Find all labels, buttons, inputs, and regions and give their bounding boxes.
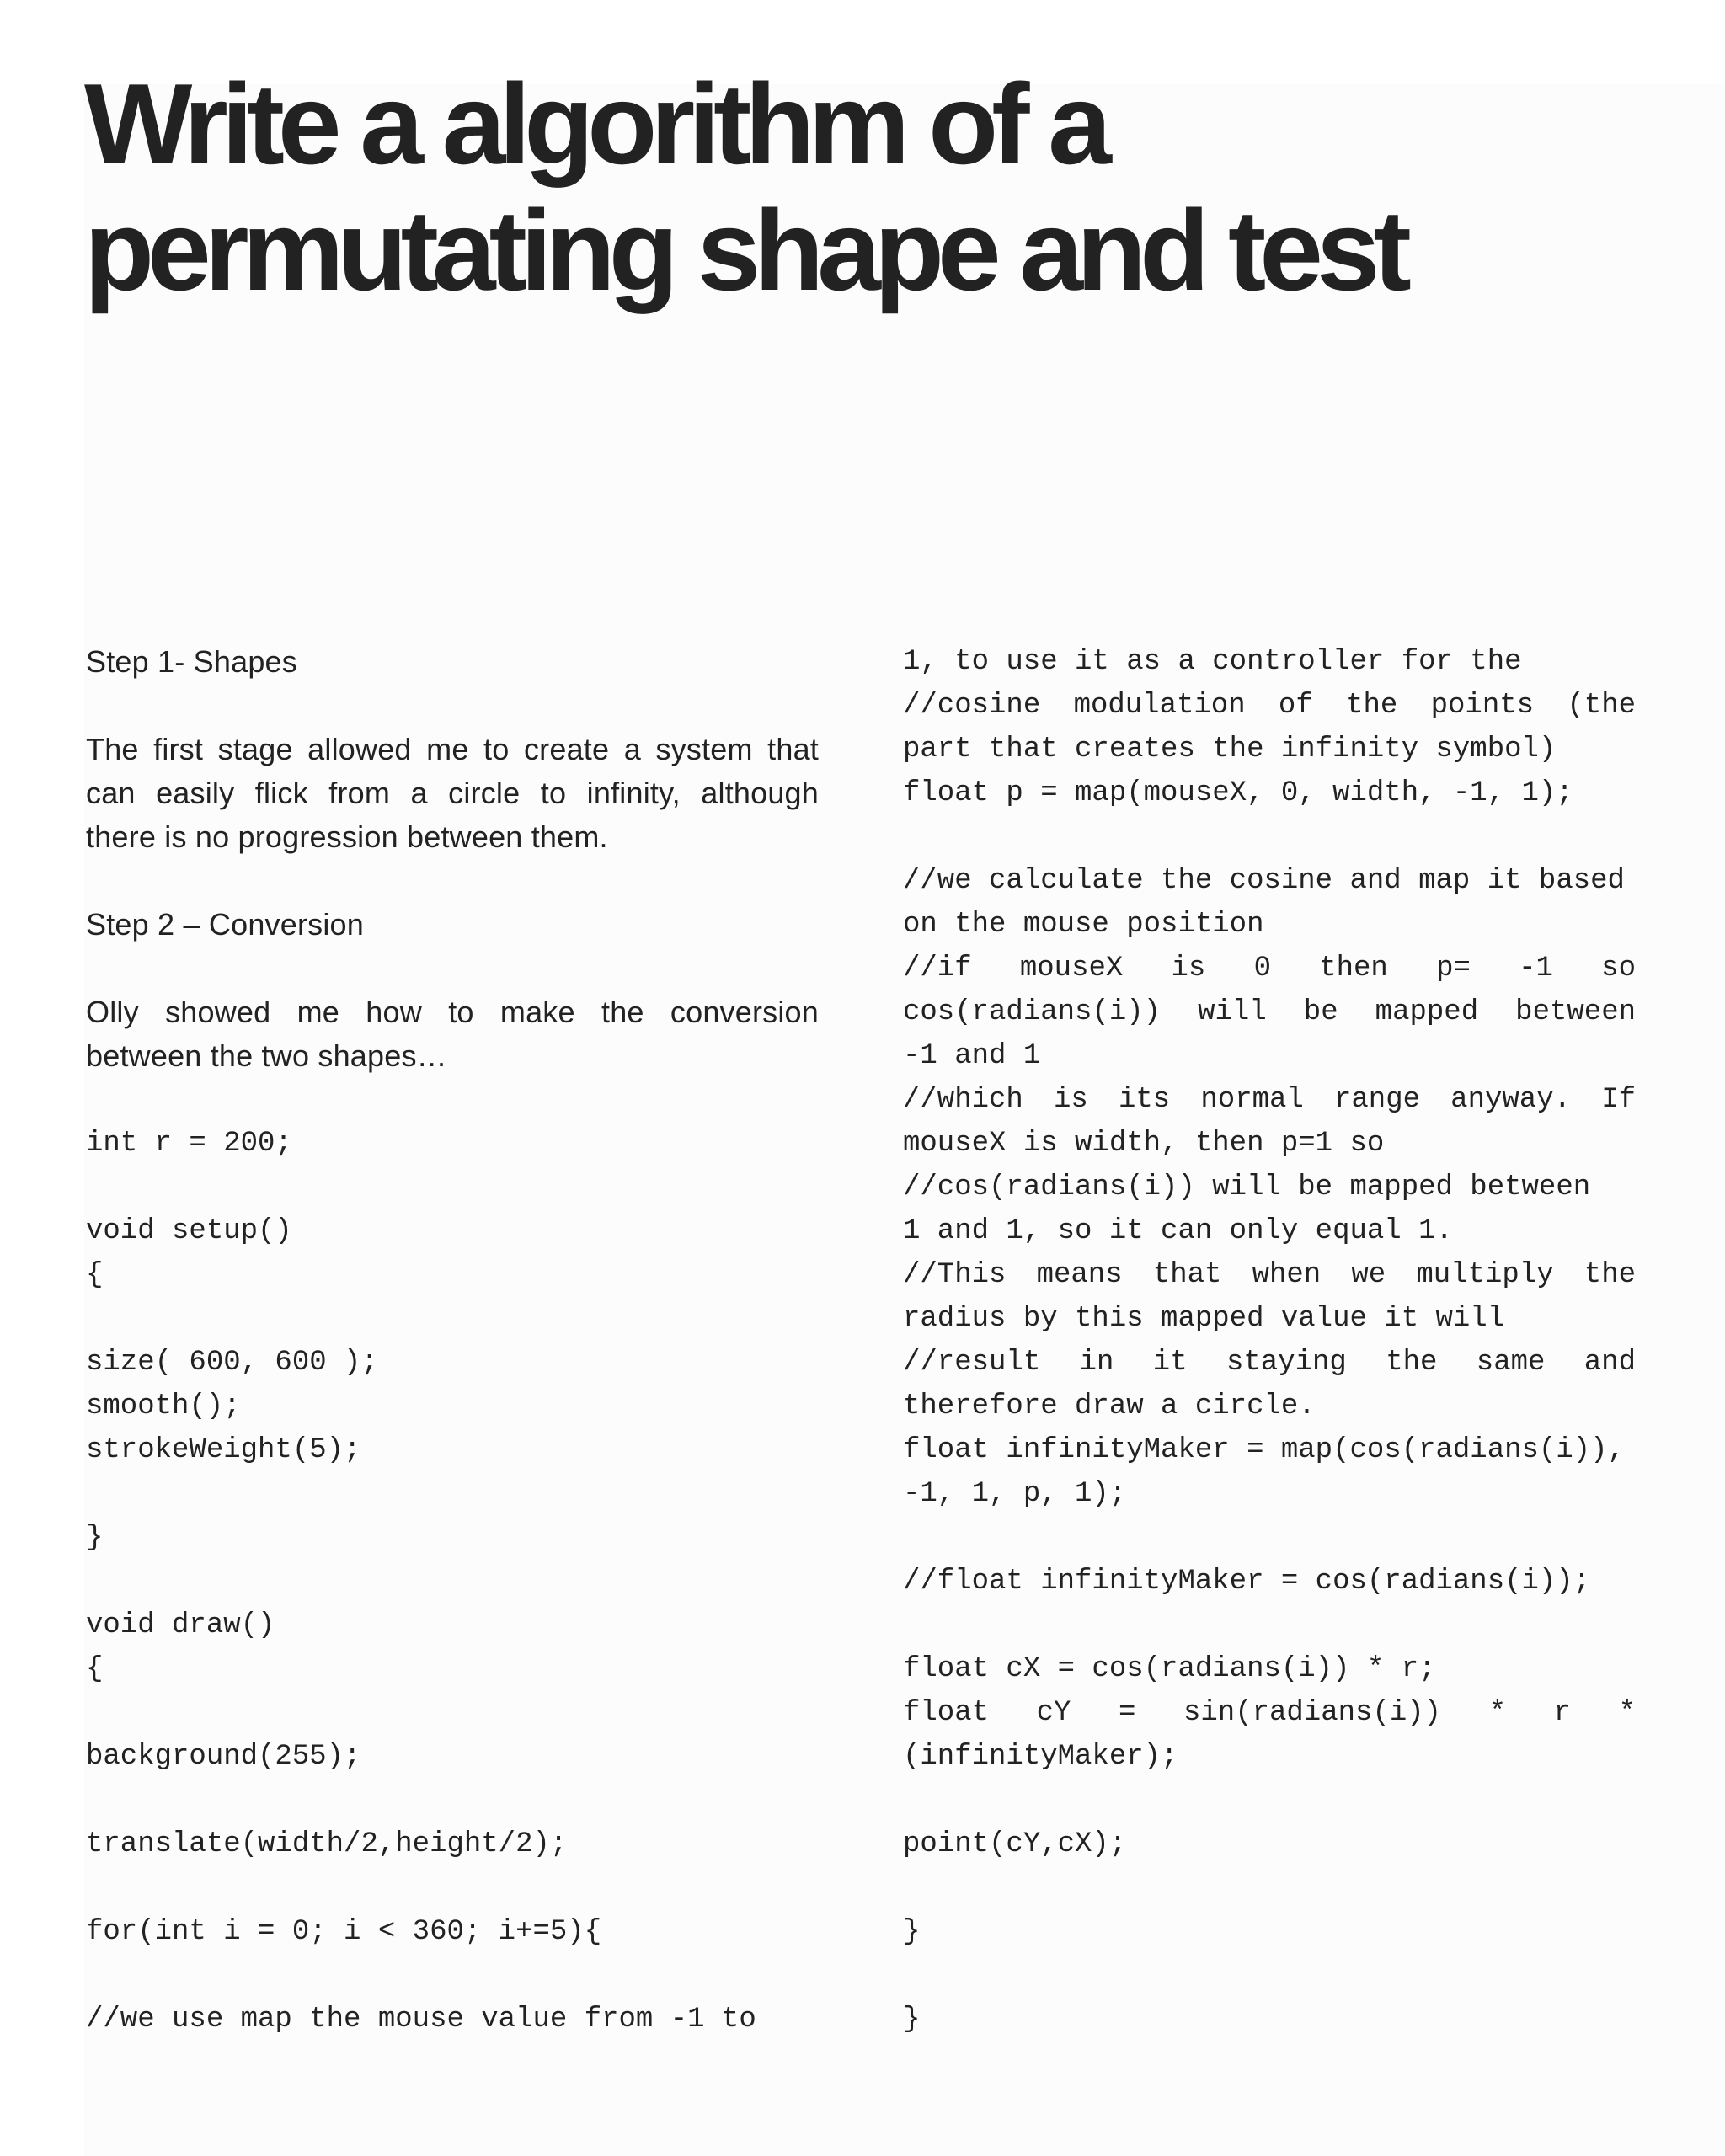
page-title [84, 61, 1651, 313]
code-line: //float infinityMaker = cos(radians(i)); [903, 1566, 1591, 1598]
spacer [903, 1866, 1636, 1910]
spacer [903, 1779, 1636, 1822]
code-line: //we calculate the cosine and map it based [903, 865, 1625, 897]
code-line: float cY = sin(radians(i)) * r * [903, 1697, 1636, 1729]
spacer [86, 859, 819, 903]
code-line: { [86, 1259, 104, 1291]
title-line-1: Write a algorithm of a [84, 60, 1105, 188]
step1-text-line: there is no progression between them. [86, 819, 608, 854]
code-line: //result in it staying the same and [903, 1347, 1636, 1379]
step2-text-line: between the two shapes… [86, 1038, 447, 1073]
step2-text-line: Olly showed me how to make the conversion [86, 995, 819, 1029]
code-line: { [86, 1653, 104, 1685]
right-column [903, 640, 1636, 2041]
code-line: therefore draw a circle. [903, 1390, 1316, 1422]
spacer [903, 815, 1636, 859]
spacer [86, 1779, 819, 1822]
spacer [903, 1954, 1636, 1998]
spacer [903, 1516, 1636, 1560]
code-line: size( 600, 600 ); [86, 1347, 378, 1379]
spacer [903, 1604, 1636, 1647]
code-line: int r = 200; [86, 1128, 292, 1160]
step1-text-line: can easily flick from a circle to infinity, although [86, 776, 819, 810]
code-line: //cosine modulation of the points (the [903, 690, 1636, 722]
code-line: //if mouseX is 0 then p= -1 so [903, 953, 1636, 985]
spacer [86, 1866, 819, 1910]
code-line: mouseX is width, then p=1 so [903, 1128, 1385, 1160]
title-line-2: permutating shape and test [84, 186, 1405, 314]
code-line: void draw() [86, 1609, 275, 1641]
code-line: on the mouse position [903, 909, 1264, 941]
code-line: //This means that when we multiply the [903, 1259, 1636, 1291]
spacer [86, 1560, 819, 1604]
code-line: //we use map the mouse value from -1 to [86, 2004, 756, 2036]
spacer [86, 1954, 819, 1998]
code-line: float infinityMaker = map(cos(radians(i)), [903, 1434, 1625, 1466]
code-line: cos(radians(i)) will be mapped between [903, 996, 1636, 1028]
spacer [86, 1297, 819, 1341]
code-line: -1, 1, p, 1); [903, 1478, 1127, 1510]
code-line: radius by this mapped value it will [903, 1303, 1505, 1335]
spacer [86, 1691, 819, 1735]
code-line: translate(width/2,height/2); [86, 1828, 568, 1860]
code-line: } [86, 1522, 104, 1554]
code-line: //which is its normal range anyway. If [903, 1084, 1636, 1116]
code-line: } [903, 1916, 921, 1948]
code-line: //cos(radians(i)) will be mapped between [903, 1171, 1591, 1203]
code-line: float cX = cos(radians(i)) * r; [903, 1653, 1436, 1685]
left-column [86, 640, 819, 2041]
step1-text-line: The first stage allowed me to create a system that [86, 732, 819, 766]
code-line: (infinityMaker); [903, 1741, 1178, 1773]
code-line: smooth(); [86, 1390, 241, 1422]
code-line: void setup() [86, 1215, 292, 1247]
code-line: 1, to use it as a controller for the [903, 646, 1522, 678]
code-line: for(int i = 0; i < 360; i+=5){ [86, 1916, 602, 1948]
code-line: point(cY,cX); [903, 1828, 1127, 1860]
step2-heading: Step 2 – Conversion [86, 907, 364, 942]
code-line: } [903, 2004, 921, 2036]
step1-heading: Step 1- Shapes [86, 644, 297, 679]
code-line: float p = map(mouseX, 0, width, -1, 1); [903, 777, 1573, 809]
spacer [86, 1472, 819, 1516]
code-line: 1 and 1, so it can only equal 1. [903, 1215, 1453, 1247]
spacer [86, 1078, 819, 1122]
code-line: -1 and 1 [903, 1040, 1041, 1072]
code-line: part that creates the infinity symbol) [903, 734, 1557, 766]
spacer [86, 1166, 819, 1209]
spacer [86, 947, 819, 990]
spacer [86, 684, 819, 728]
code-line: strokeWeight(5); [86, 1434, 361, 1466]
code-line: background(255); [86, 1741, 361, 1773]
